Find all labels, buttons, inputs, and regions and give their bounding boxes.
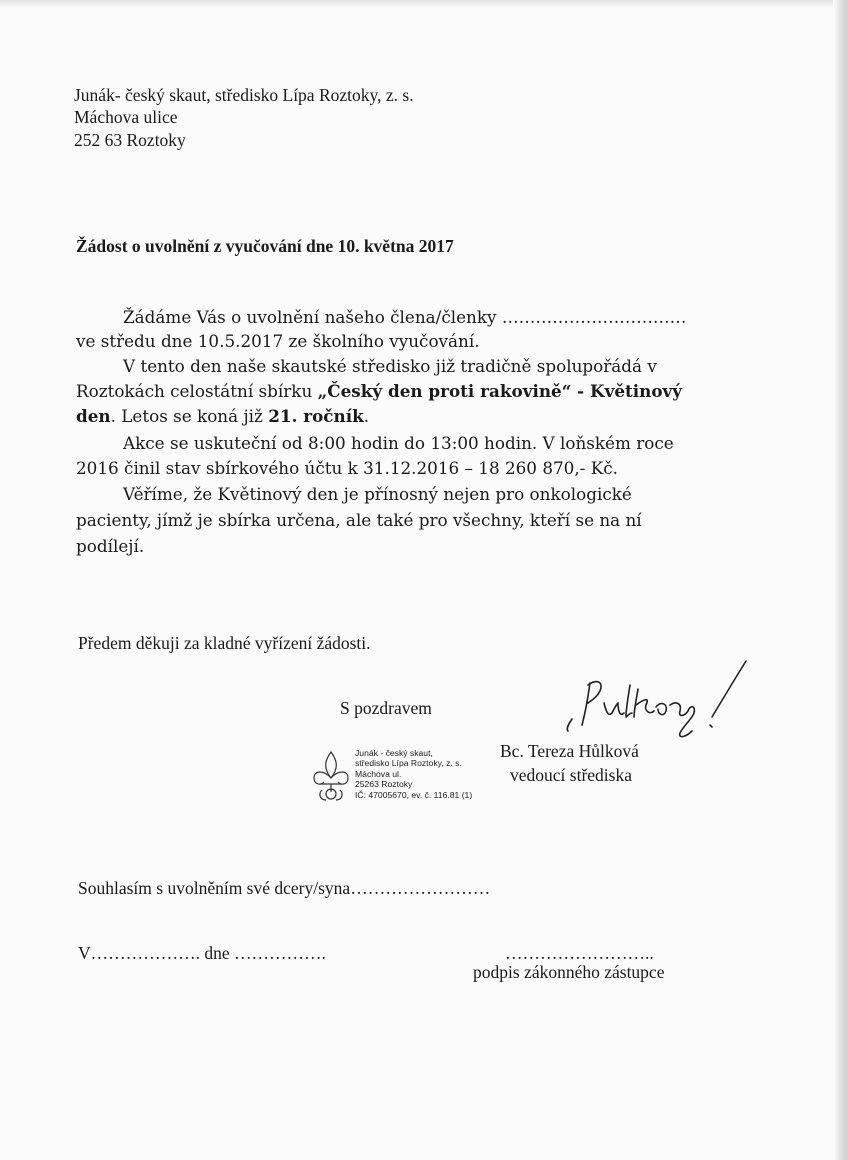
stamp-line-1: Junák - český skaut, [355,748,433,758]
letter-subject: Žádost o uvolnění z vyučování dne 10. května 2017 [76,236,454,256]
stamp-line-3: Máchova ul. [355,768,402,779]
body-p1-line2: ve středu dne 10.5.2017 ze školního vyučování. [76,331,480,351]
body-p2-line2-text: Roztokách celostátní sbírku [76,381,318,401]
stamp-line-2: středisko Lípa Roztoky, z. s. [355,758,462,769]
edition-number: 21. ročník [268,406,364,426]
stamp-text [355,748,472,800]
body-p2-line2 [76,381,682,401]
body-p1-line1: Žádáme Vás o uvolnění našeho člena/členky …………………………… [123,307,687,327]
sender-line-2: Máchova ulice [74,107,178,127]
greeting: S pozdravem [340,698,432,718]
place-date-line: V………………. dne ……………. [78,943,326,963]
signatory-name: Bc. Tereza Hůlková [500,741,639,761]
body-p2-line3-text: . Letos se koná již [110,406,269,426]
body-p4-line2: pacienty, jímž je sbírka určena, ale také pro všechny, kteří se na ní [76,510,642,530]
body-p4-line1: Věříme, že Květinový den je přínosný nejen pro onkologické [123,484,632,504]
body-p3-line1: Akce se uskuteční od 8:00 hodin do 13:00 hodin. V loňském roce [123,433,674,453]
signature-label: podpis zákonného zástupce [473,962,665,982]
body-p2-line3 [76,406,369,426]
stamp-line-4: 25263 Roztoky [355,779,413,790]
scout-lily-emblem [310,748,352,804]
campaign-name: „Český den proti rakovině“ - Květinový [317,381,683,401]
handwritten-signature [560,655,750,745]
consent-line: Souhlasím s uvolněním své dcery/syna…………………… [78,878,491,898]
scan-edge-right [833,0,847,1160]
signature-dots: …………………….. [505,943,654,963]
sender-line-3: 252 63 Roztoky [74,130,186,150]
sender-line-1: Junák- český skaut, středisko Lípa Roztoky, z. s. [74,85,414,105]
body-p2-line1: V tento den naše skautské středisko již tradičně spolupořádá v [123,356,657,376]
stamp-line-5: IČ: 47005670, ev. č. 116.81 (1) [355,789,473,800]
body-p4-line3: podílejí. [76,536,145,556]
signatory-role: vedoucí střediska [510,765,632,785]
thanks-line: Předem děkuji za kladné vyřízení žádosti. [78,633,371,653]
scan-edge-top [0,0,847,8]
body-p3-line2: 2016 činil stav sbírkového účtu k 31.12.2016 – 18 260 870,- Kč. [76,458,618,478]
body-p2-line3-end: . [363,406,370,426]
campaign-name-end: den [76,406,111,426]
